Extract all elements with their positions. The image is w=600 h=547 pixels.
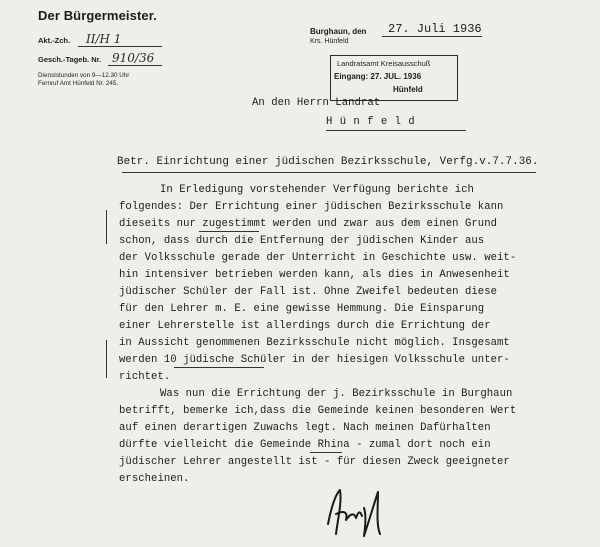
district-label: Krs. Hünfeld <box>310 38 349 45</box>
body-line-11: werden 10 jüdische Schüler in der hiesigen Volksschule unter- <box>119 354 510 366</box>
underline-juedische-schueler <box>174 367 264 368</box>
body-line-5: der Volksschule gerade der Unterricht in Geschichte usw. weit- <box>119 252 517 264</box>
body-line-8: für den Lehrer m. E. eine gewisse Hemmung. Die Einsparung <box>119 303 485 315</box>
body-line-3: dieseits nur zugestimmt werden und zwar aus dem einen Grund <box>119 218 498 230</box>
akt-value: II/H 1 <box>86 32 122 46</box>
date-rule <box>382 36 482 37</box>
tagebuch-value: 910/36 <box>112 51 155 65</box>
stamp-office: Landratsamt Kreisausschuß <box>337 59 431 68</box>
body-line-17: jüdischer Lehrer angestellt ist - für diesen Zweck geeigneter <box>119 456 510 468</box>
receipt-stamp <box>330 55 458 101</box>
akt-label: Akt.-Zch. <box>38 36 71 45</box>
subject-rule <box>122 172 536 173</box>
stamp-received <box>334 72 421 81</box>
margin-mark-1 <box>106 210 107 244</box>
body-line-4: schon, dass durch die Entfernung der jüdischen Kinder aus <box>119 235 485 247</box>
body-line-16: dürfte vielleicht die Gemeinde Rhina - zumal dort noch ein <box>119 439 491 451</box>
body-line-7: jüdischer Schüler der Fall ist. Ohne Zweifel bedeuten diese <box>119 286 498 298</box>
signature <box>318 484 394 542</box>
recipient-rule <box>326 130 466 131</box>
letter-date: 27. Juli 1936 <box>388 22 482 36</box>
recipient-line-1: An den Herrn Landrat <box>252 97 381 109</box>
body-line-6: hin intensiver betrieben werden kann, als dies in Anwesenheit <box>119 269 510 281</box>
body-line-1: In Erledigung vorstehender Verfügung berichte ich <box>160 184 474 196</box>
body-line-9: einer Lehrerstelle ist allerdings durch die Errichtung der <box>119 320 491 332</box>
underline-rhina <box>310 452 342 453</box>
tagebuch-label: Gesch.-Tageb. Nr. <box>38 55 102 64</box>
body-line-14: betrifft, bemerke ich,dass die Gemeinde keinen besonderen Wert <box>119 405 517 417</box>
akt-rule <box>78 46 162 47</box>
body-line-15: auf einen derartigen Zuwachs legt. Nach meinen Dafürhalten <box>119 422 491 434</box>
signature-text: Kniß <box>318 484 321 485</box>
tagebuch-rule <box>108 65 162 66</box>
office-hours: Dienststunden von 9—12.30 Uhr <box>38 72 130 79</box>
place-label: Burghaun, den <box>310 27 367 36</box>
stamp-received-label: Eingang: <box>334 72 369 81</box>
underline-zugestimmt <box>199 231 259 232</box>
body-line-18: erscheinen. <box>119 473 190 485</box>
body-line-2: folgendes: Der Errichtung einer jüdischen Bezirksschule kann <box>119 201 504 213</box>
body-line-10: in Aussicht genommenen Bezirksschule nicht möglich. Insgesamt <box>119 337 510 349</box>
phone-number: Fernruf Amt Hünfeld Nr. 245. <box>38 80 119 87</box>
body-line-12: richtet. <box>119 371 171 383</box>
letterhead-title: Der Bürgermeister. <box>38 8 157 23</box>
stamp-town: Hünfeld <box>393 85 423 94</box>
margin-mark-2 <box>106 340 107 378</box>
recipient-line-2: H ü n f e l d <box>326 116 416 128</box>
subject-line: Betr. Einrichtung einer jüdischen Bezirksschule, Verfg.v.7.7.36. <box>117 156 539 168</box>
body-line-13: Was nun die Errichtung der j. Bezirksschule in Burghaun <box>160 388 513 400</box>
stamp-received-date: 27. JUL. 1936 <box>370 72 422 81</box>
